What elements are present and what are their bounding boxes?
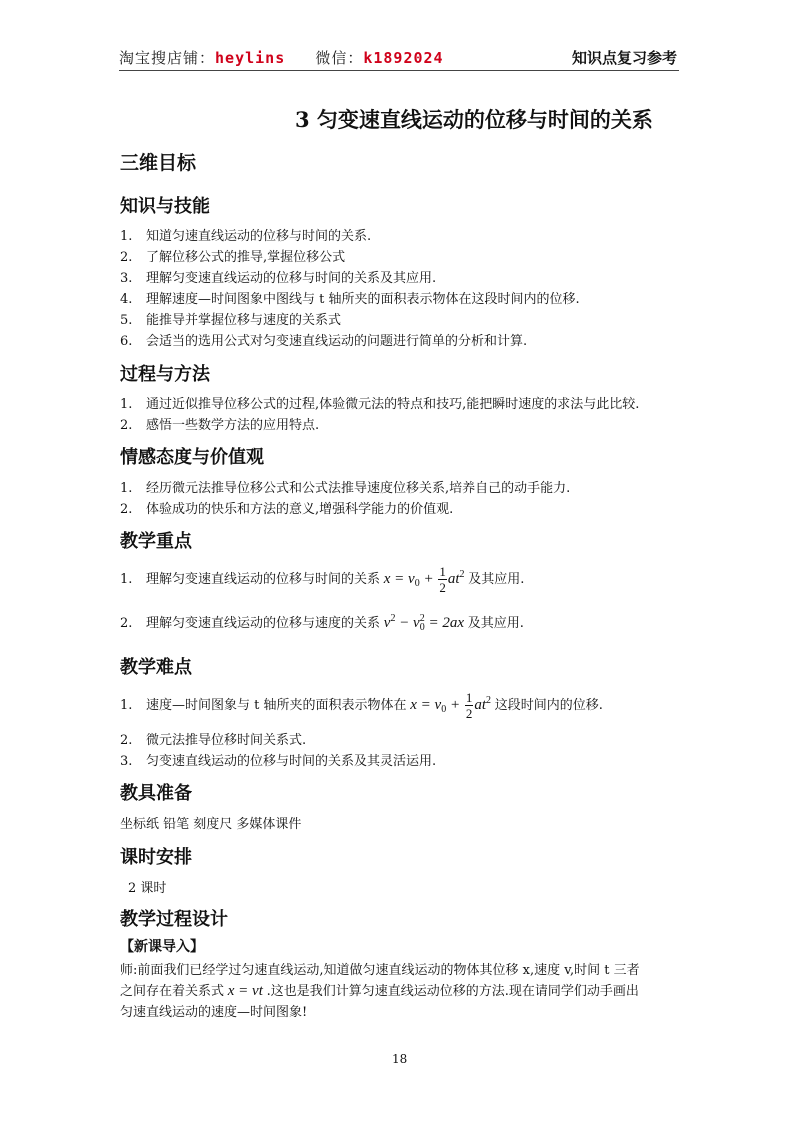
heading-difficulties: 教学难点 [120, 657, 192, 678]
item-text: 微元法推导位移时间关系式. [146, 733, 307, 748]
shop-name: heylins [215, 49, 286, 67]
item-number: 1. [120, 697, 133, 713]
heading-goals: 三维目标 [120, 152, 197, 174]
item-text: 匀变速直线运动的位移与时间的关系及其灵活运用. [146, 754, 437, 769]
intro-heading: 【新课导入】 [120, 939, 204, 955]
tools-text: 坐标纸 铅笔 刻度尺 多媒体课件 [120, 817, 302, 832]
list-item [120, 498, 453, 517]
item-number: 3. [120, 754, 133, 769]
shop-label: 淘宝搜店铺： [119, 49, 216, 67]
list-item [120, 612, 524, 633]
heading-knowledge: 知识与技能 [120, 196, 210, 217]
item-number: 5. [120, 313, 133, 328]
heading-tools: 教具准备 [120, 783, 192, 804]
list-item [120, 225, 371, 244]
item-number: 3. [120, 271, 133, 286]
displacement-time-formula: $x = v_0$ + $\frac{1}{2}$ $at^2$ [406, 690, 491, 721]
list-item [120, 288, 580, 307]
item-text: 感悟一些数学方法的应用特点. [146, 418, 320, 433]
list-item [120, 729, 306, 748]
item-text: 理解匀变速直线运动的位移与时间的关系 [146, 571, 381, 587]
item-number: 1. [120, 481, 133, 496]
velocity-displacement-formula: $v^2 - v_0^2 = 2ax$ [380, 613, 468, 633]
intro-line: 之间存在着关系式 x = vt .这也是我们计算匀速直线运动位移的方法.现在请同学们动手画出 [120, 983, 639, 999]
list-item [120, 267, 436, 286]
page-number: 18 [392, 1052, 408, 1066]
item-text: 理解匀变速直线运动的位移与时间的关系及其应用. [146, 271, 437, 286]
item-number: 2. [120, 250, 133, 265]
item-text-suffix: 及其应用. [468, 571, 525, 587]
item-text: 知道匀速直线运动的位移与时间的关系. [146, 229, 372, 244]
item-number: 2. [120, 418, 133, 433]
item-text-suffix: 这段时间内的位移. [494, 697, 603, 713]
header-right-text: 知识点复习参考 [571, 49, 677, 67]
intro-line: 师:前面我们已经学过匀速直线运动,知道做匀速直线运动的物体其位移 x,速度 v,时间 t 三者 [120, 963, 640, 978]
list-item [120, 750, 436, 769]
intro-line-suffix: 这也是我们计算匀速直线运动位移的方法.现在请同学们动手画出 [270, 984, 639, 999]
page-header [119, 44, 679, 71]
item-number: 2. [120, 616, 133, 631]
list-item [120, 564, 524, 595]
list-item [120, 414, 319, 433]
heading-schedule: 课时安排 [120, 847, 192, 868]
wechat-label: 微信： [315, 49, 364, 67]
item-text: 理解匀变速直线运动的位移与速度的关系 [146, 616, 381, 631]
header-contact [119, 47, 444, 68]
intro-line: 匀速直线运动的速度—时间图象! [120, 1005, 308, 1020]
list-item [120, 690, 603, 721]
item-text: 体验成功的快乐和方法的意义,增强科学能力的价值观. [146, 502, 454, 517]
list-item [120, 393, 639, 412]
heading-process: 过程与方法 [120, 364, 210, 385]
list-item [120, 309, 341, 328]
displacement-time-formula: $x = v_0$ + $\frac{1}{2}$ $at^2$ [380, 564, 465, 595]
list-item [120, 477, 570, 496]
schedule-text: 2 课时 [128, 881, 167, 896]
item-number: 1. [120, 229, 133, 244]
intro-line-prefix: 之间存在着关系式 [120, 984, 225, 999]
item-number: 4. [120, 292, 133, 307]
item-text: 速度—时间图象与 t 轴所夹的面积表示物体在 [146, 697, 407, 713]
item-number: 2. [120, 502, 133, 517]
item-number: 1. [120, 571, 133, 587]
item-text-suffix: 及其应用. [467, 616, 524, 631]
heading-key-points: 教学重点 [120, 531, 192, 552]
item-text: 理解速度—时间图象中图线与 t 轴所夹的面积表示物体在这段时间内的位移. [146, 292, 580, 307]
list-item [120, 246, 345, 265]
heading-emotion: 情感态度与价值观 [120, 447, 264, 468]
wechat-id: k1892024 [363, 49, 444, 67]
item-text: 会适当的选用公式对匀变速直线运动的问题进行简单的分析和计算. [146, 334, 528, 349]
page-title: 3 匀变速直线运动的位移与时间的关系 [295, 107, 653, 132]
heading-design: 教学过程设计 [120, 909, 228, 930]
item-number: 2. [120, 733, 133, 748]
item-text: 了解位移公式的推导,掌握位移公式 [146, 250, 346, 265]
item-text: 通过近似推导位移公式的过程,体验微元法的特点和技巧,能把瞬时速度的求法与此比较. [146, 397, 640, 412]
uniform-motion-formula: x = vt [224, 983, 267, 999]
item-text: 能推导并掌握位移与速度的关系式 [146, 313, 342, 328]
list-item [120, 330, 527, 349]
item-number: 6. [120, 334, 133, 349]
item-text: 经历微元法推导位移公式和公式法推导速度位移关系,培养自己的动手能力. [146, 481, 571, 496]
item-number: 1. [120, 397, 133, 412]
